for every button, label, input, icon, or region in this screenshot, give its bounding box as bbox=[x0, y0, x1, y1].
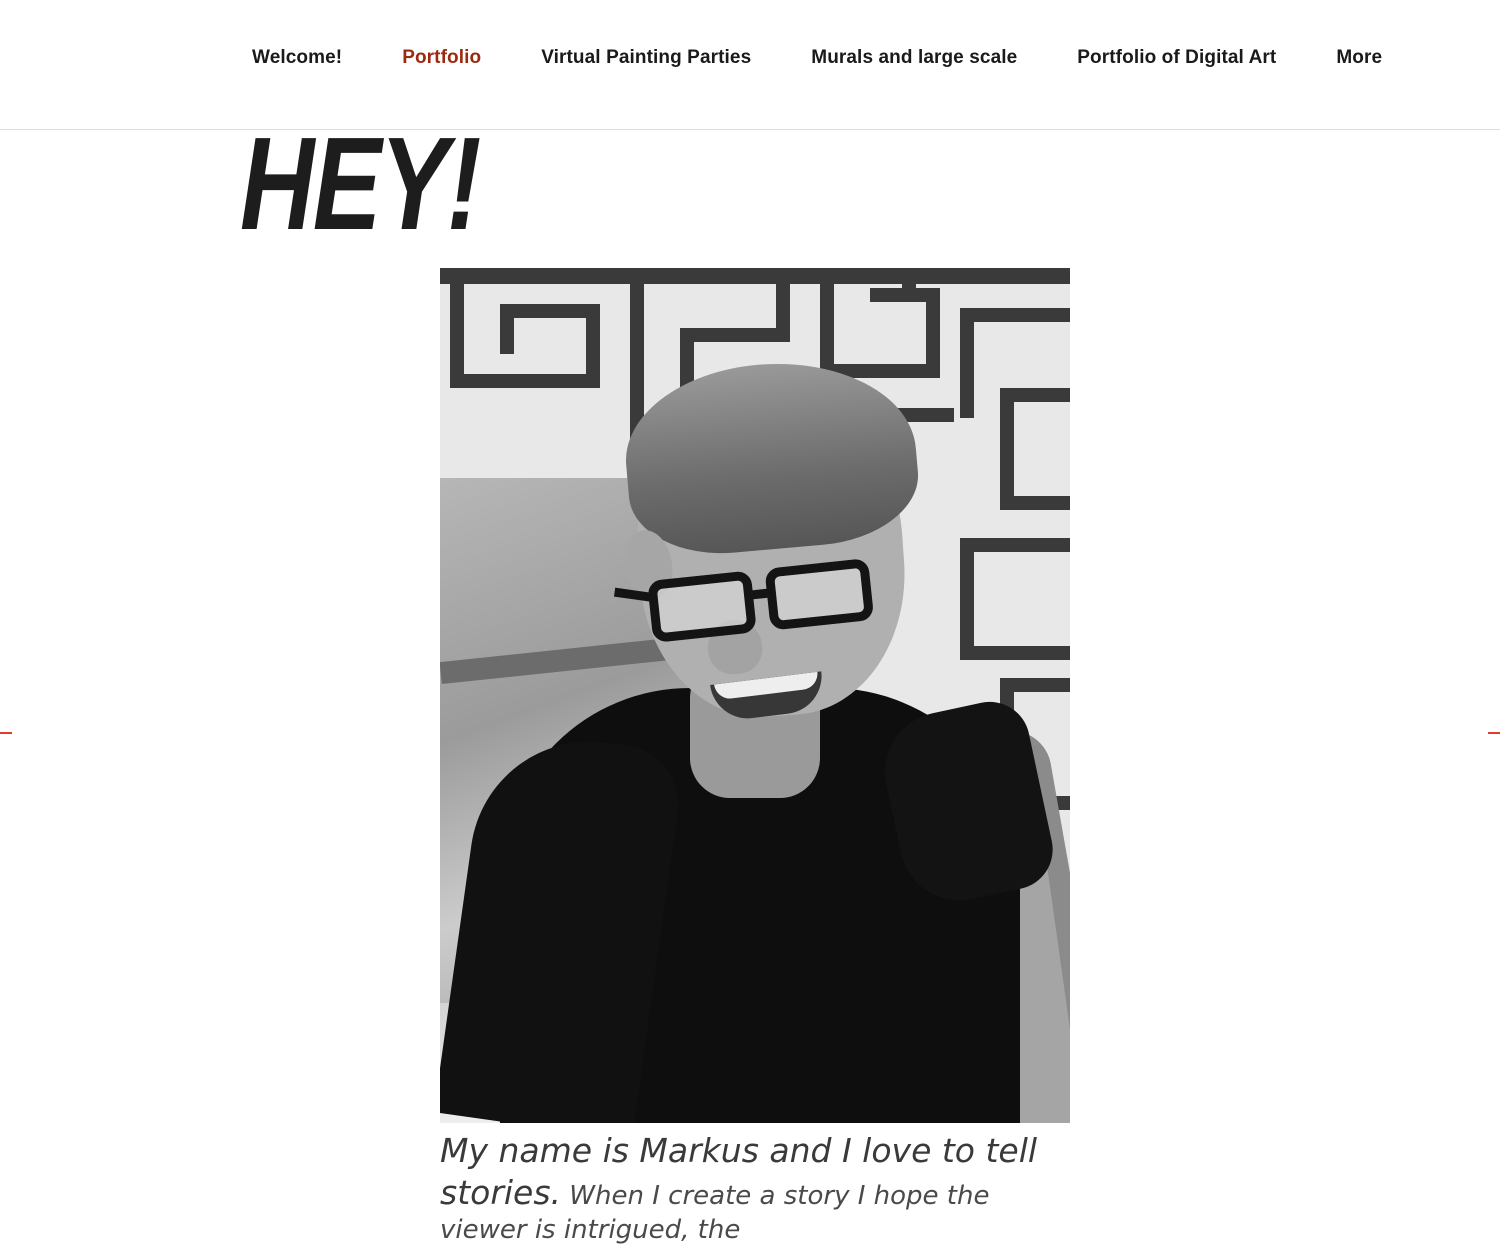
accent-rule-right bbox=[1488, 732, 1500, 734]
intro-caption bbox=[440, 1130, 1080, 1246]
intro-caption-rest: When I create a story I hope the viewer is intrigued, the bbox=[440, 1181, 990, 1246]
nav-item-portfolio-of-digital-art[interactable]: Portfolio of Digital Art bbox=[1077, 46, 1277, 68]
main-navigation bbox=[0, 0, 1500, 115]
page-content bbox=[0, 130, 1500, 1246]
nav-item-more[interactable]: More bbox=[1336, 46, 1383, 68]
nav-item-portfolio[interactable]: Portfolio bbox=[402, 46, 482, 68]
nav-item-welcome[interactable]: Welcome! bbox=[252, 46, 343, 68]
glasses-left-lens bbox=[647, 570, 757, 643]
accent-rule-left bbox=[0, 732, 12, 734]
glasses-right-lens bbox=[764, 558, 874, 631]
intro-caption-lead: My name is Markus and I love to tell stories. bbox=[440, 1131, 1038, 1213]
page-title: HEY! bbox=[240, 130, 480, 257]
nav-item-murals-and-large-scale[interactable]: Murals and large scale bbox=[811, 46, 1018, 68]
portrait-photo-image bbox=[440, 268, 1070, 1123]
portrait-photo bbox=[440, 268, 1070, 1123]
site-header bbox=[0, 0, 1500, 130]
nav-item-virtual-painting-parties[interactable]: Virtual Painting Parties bbox=[541, 46, 752, 68]
